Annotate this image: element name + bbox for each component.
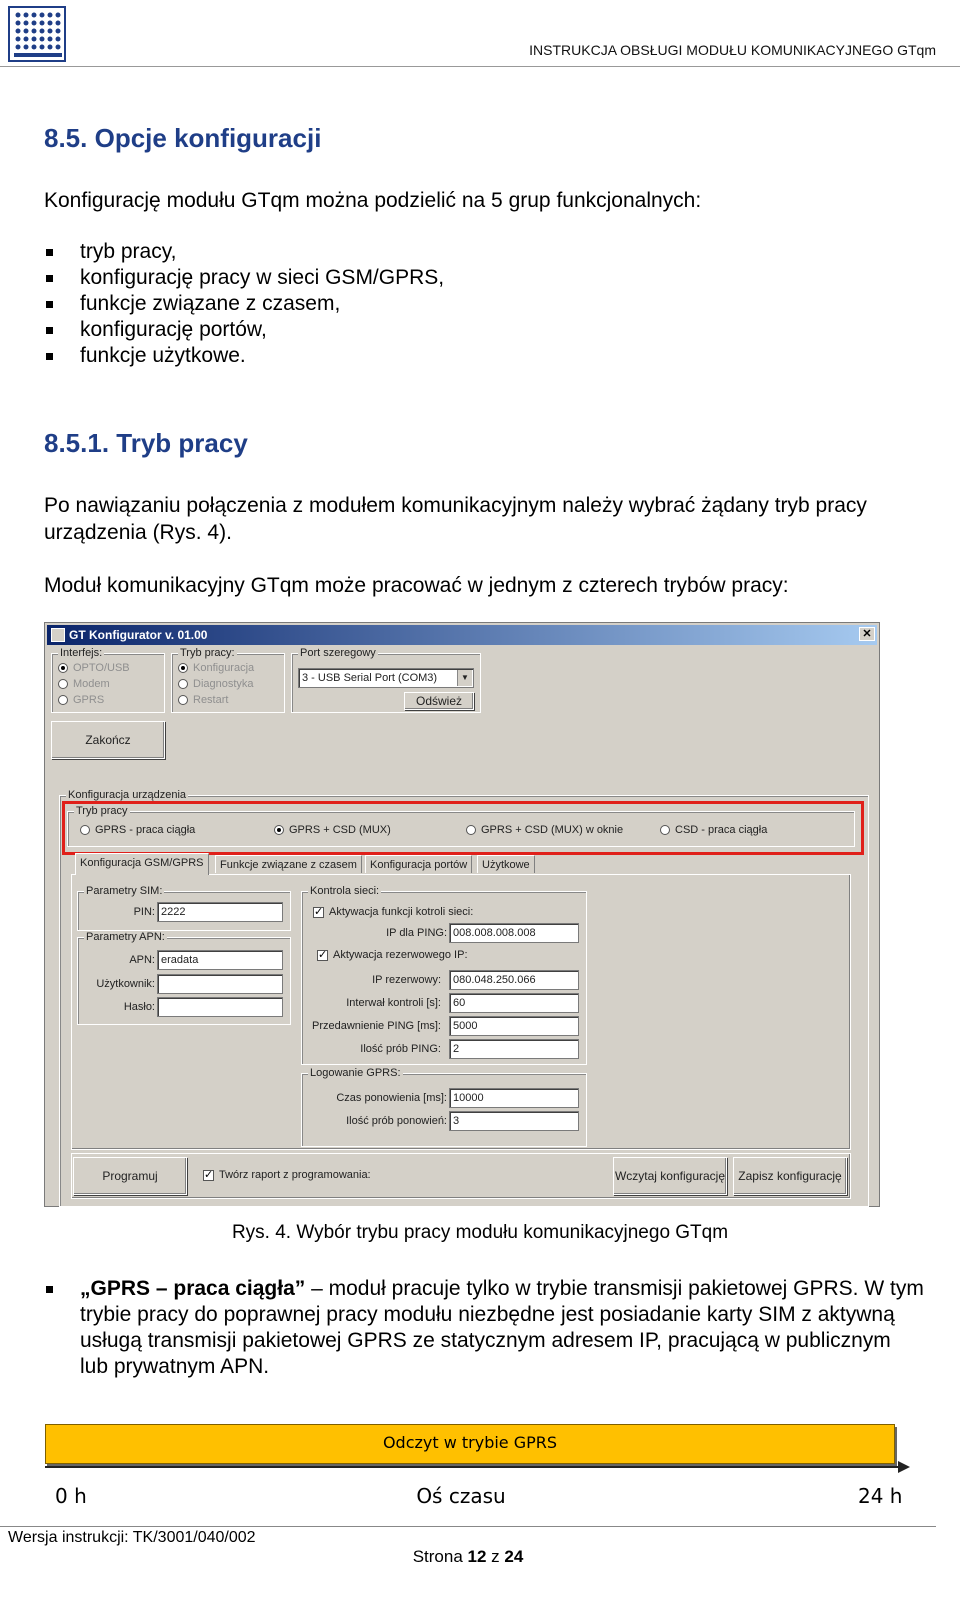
program-button[interactable]: Programuj	[73, 1157, 187, 1195]
interval-input[interactable]: 60	[449, 993, 579, 1013]
figure-caption: Rys. 4. Wybór trybu pracy modułu komunikacyjnego GTqm	[231, 1222, 729, 1243]
modes-paragraph: Moduł komunikacyjny GTqm może pracować w jednym z czterech trybów pracy:	[44, 574, 789, 597]
tab-ports[interactable]: Konfiguracja portów	[365, 855, 472, 873]
radio-circle	[58, 695, 68, 705]
list-item: konfigurację pracy w sieci GSM/GPRS,	[44, 265, 444, 291]
page-current: 12	[467, 1547, 487, 1566]
load-config-button[interactable]: Wczytaj konfigurację	[613, 1157, 727, 1195]
checkbox-label: Aktywacja rezerwowego IP:	[333, 949, 468, 961]
user-input[interactable]	[157, 974, 283, 994]
radio-restart[interactable]	[178, 694, 228, 706]
apn-group-label: Parametry APN:	[86, 931, 165, 943]
interval-label: Interwał kontroli [s]:	[346, 997, 441, 1009]
mode-group	[171, 647, 285, 713]
interface-group	[51, 647, 165, 713]
ping-tries-label: Ilość prób PING:	[360, 1043, 441, 1055]
mode-group-label: Tryb pracy:	[180, 647, 235, 659]
tab-user[interactable]: Użytkowe	[477, 855, 535, 873]
checkbox-box	[203, 1170, 214, 1181]
radio-circle	[178, 663, 188, 673]
footer-page-number	[0, 1547, 936, 1567]
pass-label: Hasło:	[123, 1001, 155, 1013]
pin-input[interactable]: 2222	[157, 902, 283, 922]
intro-paragraph: Konfigurację modułu GTqm można podzielić na 5 grup funkcjonalnych:	[44, 189, 702, 212]
report-checkbox[interactable]	[203, 1169, 371, 1181]
radio-label: Konfiguracja	[193, 662, 255, 674]
retry-time-input[interactable]: 10000	[449, 1088, 579, 1108]
timeline-bar-label: Odczyt w trybie GPRS	[382, 1433, 558, 1452]
highlight-frame	[62, 801, 864, 855]
arrow-right-icon	[898, 1461, 910, 1473]
backup-ip-input[interactable]: 080.048.250.066	[449, 970, 579, 990]
retry-count-label: Ilość prób ponowień:	[346, 1115, 447, 1127]
timeline-axis	[45, 1466, 905, 1468]
radio-opto-usb[interactable]	[58, 662, 130, 674]
work-mode-label: Tryb pracy	[76, 805, 128, 817]
list-item: tryb pracy,	[44, 239, 444, 265]
quit-button[interactable]: Zakończ	[51, 721, 165, 759]
radio-konfiguracja[interactable]	[178, 662, 254, 674]
network-control-label: Kontrola sieci:	[310, 885, 380, 897]
pin-label: PIN:	[133, 906, 155, 918]
retry-count-input[interactable]: 3	[449, 1111, 579, 1131]
retry-time-label: Czas ponowienia [ms]:	[336, 1092, 447, 1104]
tab-time-functions[interactable]: Funkcje związane z czasem	[215, 855, 362, 873]
network-control-checkbox[interactable]	[313, 906, 473, 918]
gprs-logging-label: Logowanie GPRS:	[310, 1067, 401, 1079]
mode-description: – moduł pracuje tylko w trybie transmisji pakietowej GPRS. W tym trybie pracy do poprawnej pracy modułu niezbędne jest posiadanie karty SIM z aktywną usługą transmisji pakietowej GPRS ze statycznym adresem IP, pracującą w publicznym lub prywatnym APN.	[80, 1277, 924, 1378]
page-separator: z	[486, 1547, 505, 1566]
page-total: 24	[504, 1547, 524, 1566]
radio-label: Modem	[73, 678, 110, 690]
user-label: Użytkownik:	[96, 978, 155, 990]
radio-label: OPTO/USB	[73, 662, 130, 674]
tab-gsm-gprs[interactable]: Konfiguracja GSM/GPRS	[75, 853, 209, 875]
save-config-button[interactable]: Zapisz konfigurację	[733, 1157, 847, 1195]
timeline-axis-label: Oś czasu	[416, 1484, 506, 1508]
footer-version: Wersja instrukcji: TK/3001/040/002	[8, 1529, 256, 1546]
section-heading: 8.5. Opcje konfiguracji	[44, 123, 322, 153]
ping-tries-input[interactable]: 2	[449, 1039, 579, 1059]
window-titlebar	[47, 625, 877, 645]
interface-group-label: Interfejs:	[60, 647, 103, 659]
radio-label: GPRS + CSD (MUX)	[289, 824, 391, 836]
device-config-label: Konfiguracja urządzenia	[68, 789, 187, 801]
radio-circle	[58, 679, 68, 689]
apn-label: APN:	[129, 954, 155, 966]
function-groups-list	[44, 239, 444, 369]
radio-label: GPRS	[73, 694, 105, 706]
apn-input[interactable]: eradata	[157, 950, 283, 970]
refresh-button[interactable]: Odśwież	[404, 692, 474, 710]
radio-circle	[58, 663, 68, 673]
radio-label: Restart	[193, 694, 229, 706]
radio-gprs[interactable]	[58, 694, 104, 706]
port-select[interactable]	[298, 668, 474, 688]
company-logo	[8, 6, 68, 62]
page-prefix: Strona	[412, 1547, 468, 1566]
window-title: GT Konfigurator v. 01.00	[69, 628, 208, 642]
radio-modem[interactable]	[58, 678, 110, 690]
list-item: funkcje użytkowe.	[44, 343, 444, 369]
list-item	[44, 1276, 924, 1380]
header-title: INSTRUKCJA OBSŁUGI MODUŁU KOMUNIKACYJNEGO GTqm	[529, 42, 936, 58]
ping-timeout-input[interactable]: 5000	[449, 1016, 579, 1036]
radio-circle	[178, 695, 188, 705]
checkbox-label: Aktywacja funkcji kotroli sieci:	[329, 906, 474, 918]
checkbox-box	[313, 907, 324, 918]
footer-divider	[0, 1526, 936, 1527]
radio-label: GPRS + CSD (MUX) w oknie	[481, 824, 624, 836]
close-icon[interactable]: ✕	[859, 627, 875, 641]
gprs-logging-group	[301, 1067, 587, 1147]
mode-name: „GPRS – praca ciągła”	[80, 1277, 306, 1300]
subsection-heading: 8.5.1. Tryb pracy	[44, 428, 248, 458]
list-item: konfigurację portów,	[44, 317, 444, 343]
list-item: funkcje związane z czasem,	[44, 291, 444, 317]
app-icon	[51, 628, 65, 642]
pass-input[interactable]	[157, 997, 283, 1017]
radio-circle	[178, 679, 188, 689]
radio-diagnostyka[interactable]	[178, 678, 254, 690]
timeline-end-label: 24 h	[858, 1484, 903, 1508]
port-group	[291, 647, 481, 713]
ping-ip-input[interactable]: 008.008.008.008	[449, 923, 579, 943]
sim-group-label: Parametry SIM:	[86, 885, 163, 897]
connection-paragraph: Po nawiązaniu połączenia z modułem komunikacyjnym należy wybrać żądany tryb pracy urządzenia (Rys. 4).	[44, 494, 867, 544]
radio-label: CSD - praca ciągła	[675, 824, 768, 836]
checkbox-label: Twórz raport z programowania:	[219, 1169, 371, 1181]
port-group-label: Port szeregowy	[300, 647, 376, 659]
radio-label: Diagnostyka	[193, 678, 254, 690]
ping-ip-label: IP dla PING:	[386, 927, 447, 939]
ping-timeout-label: Przedawnienie PING [ms]:	[312, 1020, 441, 1032]
chevron-down-icon: ▼	[457, 670, 472, 686]
configurator-window	[44, 622, 880, 1207]
backup-ip-checkbox[interactable]	[317, 949, 468, 961]
port-select-value: 3 - USB Serial Port (COM3)	[302, 672, 438, 684]
mode-description-list	[44, 1276, 924, 1380]
checkbox-box	[317, 950, 328, 961]
backup-ip-label: IP rezerwowy:	[372, 974, 441, 986]
header-divider	[0, 66, 960, 67]
radio-label: GPRS - praca ciągła	[95, 824, 196, 836]
timeline-start-label: 0 h	[55, 1484, 87, 1508]
